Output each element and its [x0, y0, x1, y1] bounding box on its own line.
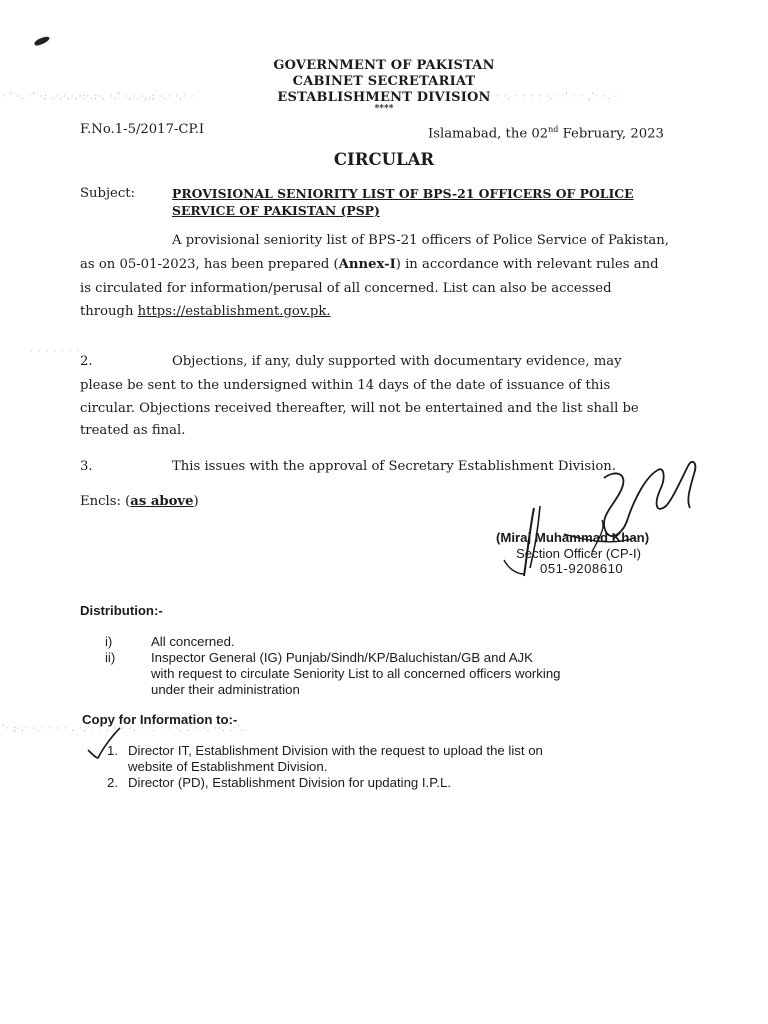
para1-line-1: A provisional seniority list of BPS-21 officers of Police Service of Pakistan,	[172, 233, 669, 248]
copy-item-1-num: 1.	[107, 743, 118, 758]
scan-noise-para2: · · · · · · ·	[30, 347, 81, 357]
para2-line-1: Objections, if any, duly supported with documentary evidence, may	[172, 354, 622, 369]
enclosures	[80, 490, 199, 514]
signatory-designation: Section Officer (CP-I)	[516, 546, 642, 561]
para1-line-2	[80, 253, 680, 277]
para2-number: 2.	[80, 354, 93, 369]
para1-line-2a: as on 05-01-2023, has been prepared (	[80, 257, 339, 272]
copy-item-1-line-2: website of Establishment Division.	[128, 759, 328, 774]
encls-value: as above	[130, 494, 194, 509]
scan-mark	[33, 35, 50, 46]
header-division: ESTABLISHMENT DIVISION	[277, 90, 491, 105]
subject-line-2: SERVICE OF PAKISTAN (PSP)	[172, 203, 380, 218]
scan-noise-right: · · ·. · · · · ·.· ·' · · ,'· ·. ·	[488, 92, 619, 102]
file-number: F.No.1-5/2017-CP.I	[80, 122, 205, 137]
signatory-name: (Miraj Muhammad Khan)	[496, 530, 650, 545]
distribution-item-1-num: i)	[105, 634, 113, 649]
encls-prefix: Encls: (	[80, 494, 131, 509]
copy-heading: Copy for Information to:-	[82, 712, 238, 727]
para2-line-4: treated as final.	[80, 423, 186, 438]
copy-item-1-line-1: Director IT, Establishment Division with the request to upload the list on	[128, 743, 543, 758]
copy-item-2-line-1: Director (PD), Establishment Division for updating I.P.L.	[128, 775, 451, 790]
copy-item-2-num: 2.	[107, 775, 118, 790]
para1-line-4	[80, 300, 331, 324]
tick-mark	[84, 724, 124, 764]
date-suffix-sup: nd	[548, 125, 559, 134]
page-title: CIRCULAR	[333, 150, 435, 169]
place-date-prefix: Islamabad, the 02	[428, 126, 549, 142]
place-date-suffix: February, 2023	[558, 126, 664, 142]
para2-line-2: please be sent to the undersigned within 14 days of the date of issuance of this	[80, 378, 611, 393]
distribution-item-2-num: ii)	[105, 650, 116, 665]
annex-ref: Annex-I	[338, 257, 396, 272]
header-stars: ****	[374, 104, 394, 114]
header-government: GOVERNMENT OF PAKISTAN	[273, 58, 495, 73]
signatory-phone: 051-9208610	[540, 561, 624, 576]
distribution-heading: Distribution:-	[80, 603, 163, 618]
scan-noise-copy: '· ;·.· ·.· · · · . ·. · · . · · ·. · ·. · · ·. . · ·. ··. .·'.	[2, 724, 245, 734]
para1-line-4a: through	[80, 304, 138, 319]
encls-suffix: )	[193, 494, 199, 509]
scan-noise-left: · ' ·. ·' ·; .·.·,·,·:·.;·. ·.' ·,·.·,.; ·.· ·,· ·	[2, 92, 195, 102]
website-link[interactable]: https://establishment.gov.pk.	[137, 304, 331, 319]
para1-line-3: is circulated for information/perusal of all concerned. List can also be accessed	[80, 281, 612, 296]
subject-label: Subject:	[80, 186, 135, 201]
distribution-item-2-line-3: under their administration	[151, 682, 300, 697]
para2-line-3: circular. Objections received thereafter, will not be entertained and the list shall be	[80, 401, 639, 416]
para1-line-2c: ) in accordance with relevant rules and	[395, 257, 659, 272]
distribution-item-2-line-1: Inspector General (IG) Punjab/Sindh/KP/Baluchistan/GB and AJK	[151, 650, 533, 665]
header-secretariat: CABINET SECRETARIAT	[292, 74, 476, 89]
distribution-item-1-line-1: All concerned.	[151, 634, 235, 649]
para3-text: This issues with the approval of Secretary Establishment Division.	[172, 459, 616, 474]
para3-number: 3.	[80, 459, 93, 474]
distribution-item-2-line-2: with request to circulate Seniority List to all concerned officers working	[151, 666, 561, 681]
place-date	[428, 118, 664, 146]
subject-line-1: PROVISIONAL SENIORITY LIST OF BPS-21 OFFICERS OF POLICE	[172, 186, 634, 201]
